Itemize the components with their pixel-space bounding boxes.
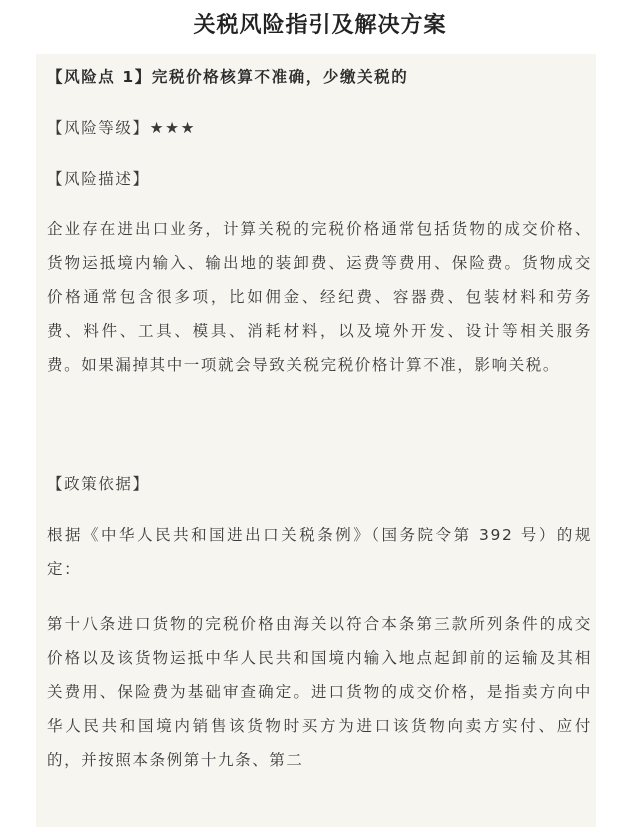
- page-title: 关税风险指引及解决方案: [193, 13, 447, 38]
- risk-description-paragraph: 企业存在进出口业务，计算关税的完税价格通常包括货物的成交价格、货物运抵境内输入、输出地的装卸费、运费等费用、保险费。货物成交价格通常包含很多项，比如佣金、经纪费、容器费、包装材料和劳务费、料件、工具、模具、消耗材料，以及境外开发、设计等相关服务费。如果漏掉其中一项就会导致关税完税价格计算不准，影响关税。: [47, 220, 592, 374]
- risk-level-line: 【风险等级】★★★: [47, 119, 197, 137]
- risk-point-heading: 【风险点 1】完税价格核算不准确，少缴关税的: [47, 68, 409, 86]
- risk-description-heading: 【风险描述】: [47, 170, 150, 188]
- policy-intro-paragraph: 根据《中华人民共和国进出口关税条例》（国务院令第 392 号）的规定：: [47, 526, 592, 578]
- policy-basis-heading: 【政策依据】: [47, 475, 150, 493]
- policy-article-paragraph: 第十八条进口货物的完税价格由海关以符合本条第三款所列条件的成交价格以及该货物运抵中华人民共和国境内输入地点起卸前的运输及其相关费用、保险费为基础审查确定。进口货物的成交价格，是指卖方向中华人民共和国境内销售该货物时买方为进口该货物向卖方实付、应付的，并按照本条例第十九条、第二: [47, 615, 592, 769]
